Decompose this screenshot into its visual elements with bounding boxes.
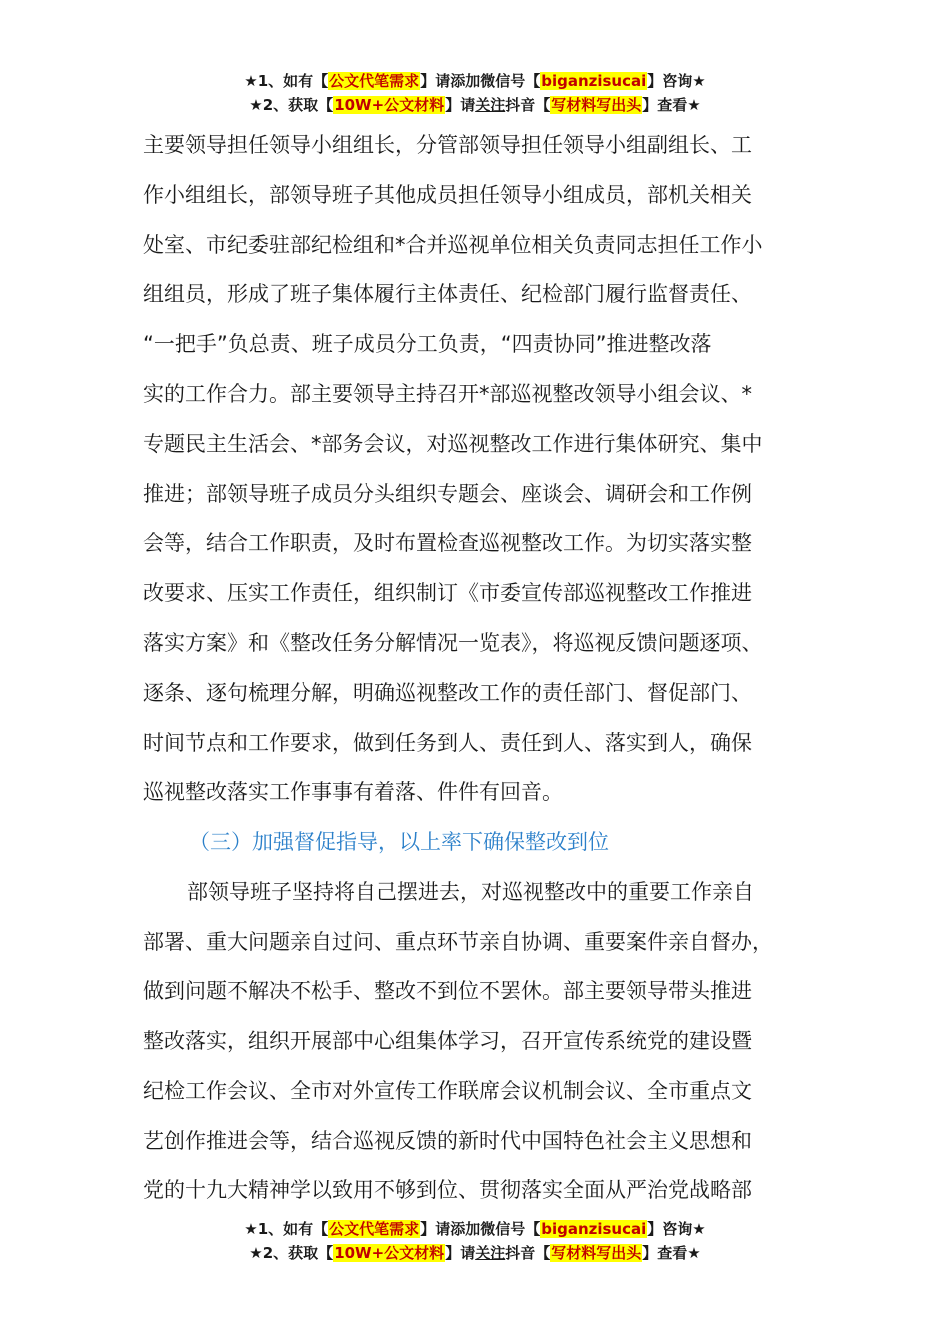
paragraph-line: 巡视整改落实工作事事有着落、件件有回音。	[143, 780, 563, 804]
banner-underline: 关注	[475, 1244, 506, 1262]
paragraph-line: 组组员，形成了班子集体履行主体责任、纪检部门履行监督责任、	[143, 282, 752, 306]
banner-text: 】咨询★	[647, 72, 706, 90]
banner-text: 】查看★	[642, 96, 701, 114]
paragraph-line: 逐条、逐句梳理分解，明确巡视整改工作的责任部门、督促部门、	[143, 681, 752, 705]
paragraph-line: 落实方案》和《整改任务分解情况一览表》，将巡视反馈问题逐项、	[143, 631, 763, 655]
paragraph-line: 改要求、压实工作责任，组织制订《市委宣传部巡视整改工作推进	[143, 581, 752, 605]
banner-text: 】查看★	[642, 1244, 701, 1262]
paragraph-line: “一把手”负总责、班子成员分工负责，“四责协同”推进整改落	[143, 332, 712, 356]
header-banner-line-2	[0, 94, 950, 116]
paragraph-line: 推进；部领导班子成员分头组织专题会、座谈会、调研会和工作例	[143, 482, 752, 506]
douyin-highlight: 写材料写出头	[551, 1244, 642, 1262]
banner-text: 】请添加微信号【	[420, 1220, 541, 1238]
banner-text: ★1、如有【	[244, 72, 329, 90]
paragraph-line: 纪检工作会议、全市对外宣传工作联席会议机制会议、全市重点文	[143, 1079, 752, 1103]
footer-banner-line-2	[0, 1242, 950, 1264]
banner-text: 抖音【	[505, 1244, 551, 1262]
paragraph-line: 处室、市纪委驻部纪检组和*合并巡视单位相关负责同志担任工作小	[143, 233, 763, 257]
paragraph-line: 作小组组长，部领导班子其他成员担任领导小组成员，部机关相关	[143, 183, 752, 207]
banner-text: 】咨询★	[647, 1220, 706, 1238]
banner-highlight: 10W+公文材料	[334, 96, 445, 114]
paragraph-line: 做到问题不解决不松手、整改不到位不罢休。部主要领导带头推进	[143, 979, 752, 1003]
paragraph-line: 党的十九大精神学以致用不够到位、贯彻落实全面从严治党战略部	[143, 1178, 752, 1202]
paragraph-line: 艺创作推进会等，结合巡视反馈的新时代中国特色社会主义思想和	[143, 1129, 752, 1153]
banner-highlight: 10W+公文材料	[334, 1244, 445, 1262]
banner-text: 】请	[445, 1244, 476, 1262]
paragraph-line: 主要领导担任领导小组组长，分管部领导担任领导小组副组长、工	[143, 133, 752, 157]
paragraph-line: 实的工作合力。部主要领导主持召开*部巡视整改领导小组会议、*	[143, 382, 752, 406]
footer-banner-line-1	[0, 1218, 950, 1240]
banner-text: 】请添加微信号【	[420, 72, 541, 90]
banner-text: 抖音【	[505, 96, 551, 114]
wechat-id-highlight: biganzisucai	[541, 1220, 647, 1238]
banner-text: ★2、获取【	[249, 96, 334, 114]
banner-highlight: 公文代笔需求	[329, 1220, 420, 1238]
wechat-id-highlight: biganzisucai	[541, 72, 647, 90]
banner-text: 】请	[445, 96, 476, 114]
header-banner-line-1	[0, 70, 950, 92]
paragraph-line: 整改落实，组织开展部中心组集体学习，召开宣传系统党的建设暨	[143, 1029, 752, 1053]
paragraph-line: 会等，结合工作职责，及时布置检查巡视整改工作。为切实落实整	[143, 531, 752, 555]
banner-text: ★2、获取【	[249, 1244, 334, 1262]
banner-underline: 关注	[475, 96, 506, 114]
banner-text: ★1、如有【	[244, 1220, 329, 1238]
section-heading: （三）加强督促指导，以上率下确保整改到位	[189, 830, 609, 854]
paragraph-line: 部领导班子坚持将自己摆进去，对巡视整改中的重要工作亲自	[187, 880, 754, 904]
douyin-highlight: 写材料写出头	[551, 96, 642, 114]
paragraph-line: 时间节点和工作要求，做到任务到人、责任到人、落实到人，确保	[143, 731, 752, 755]
paragraph-line: 部署、重大问题亲自过问、重点环节亲自协调、重要案件亲自督办，	[143, 930, 773, 954]
banner-highlight: 公文代笔需求	[329, 72, 420, 90]
paragraph-line: 专题民主生活会、*部务会议，对巡视整改工作进行集体研究、集中	[143, 432, 763, 456]
